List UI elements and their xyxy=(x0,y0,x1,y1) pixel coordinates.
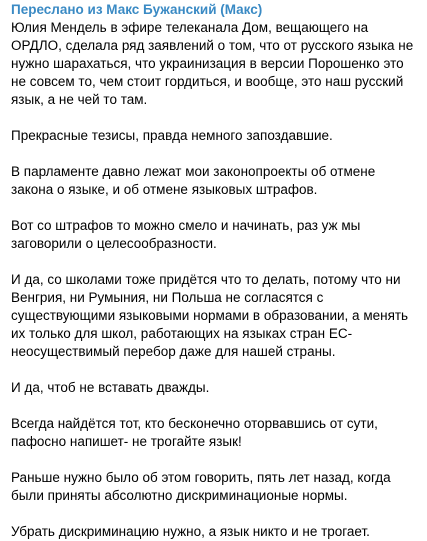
message-paragraph: Прекрасные тезисы, правда немного запоздавшие. xyxy=(11,128,333,143)
message-paragraph: И да, со школами тоже придётся что то делать, потому что ни Венгрия, ни Румыния, ни Польша не согласятся с существующими языковыми нормами в образовании, а менять их только для школ, работающих на языках стран ЕС- неосуществимый перебор даже для нашей страны. xyxy=(11,272,409,359)
message-body xyxy=(11,19,416,541)
message-paragraph: Юлия Мендель в эфире телеканала Дом, вещающего на ОРДЛО, сделала ряд заявлений о том, что от русского языка не нужно шарахаться, что украинизация в версии Порошенко это не совсем то, чем стоит гордиться, и вообще, это наш русский язык, а не чей то там. xyxy=(11,20,414,107)
forward-header-link[interactable]: Переслано из Макс Бужанский (Макс) xyxy=(11,2,263,17)
message-paragraph: В парламенте давно лежат мои законопроекты об отмене закона о языке, и об отмене языковых штрафов. xyxy=(11,164,376,197)
message-paragraph: Раньше нужно было об этом говорить, пять лет назад, когда были приняты абсолютно дискриминационые нормы. xyxy=(11,470,391,503)
message-paragraph: Всегда найдётся тот, кто бесконечно оторвавшись от сути, пафосно напишет- не трогайте язык! xyxy=(11,416,378,449)
message-paragraph: Убрать дискриминацию нужно, а язык никто и не трогает. xyxy=(11,524,370,539)
message-paragraph: И да, чтоб не вставать дважды. xyxy=(11,380,210,395)
message-paragraph: Вот со штрафов то можно смело и начинать, раз уж мы заговорили о целесообразности. xyxy=(11,218,361,251)
